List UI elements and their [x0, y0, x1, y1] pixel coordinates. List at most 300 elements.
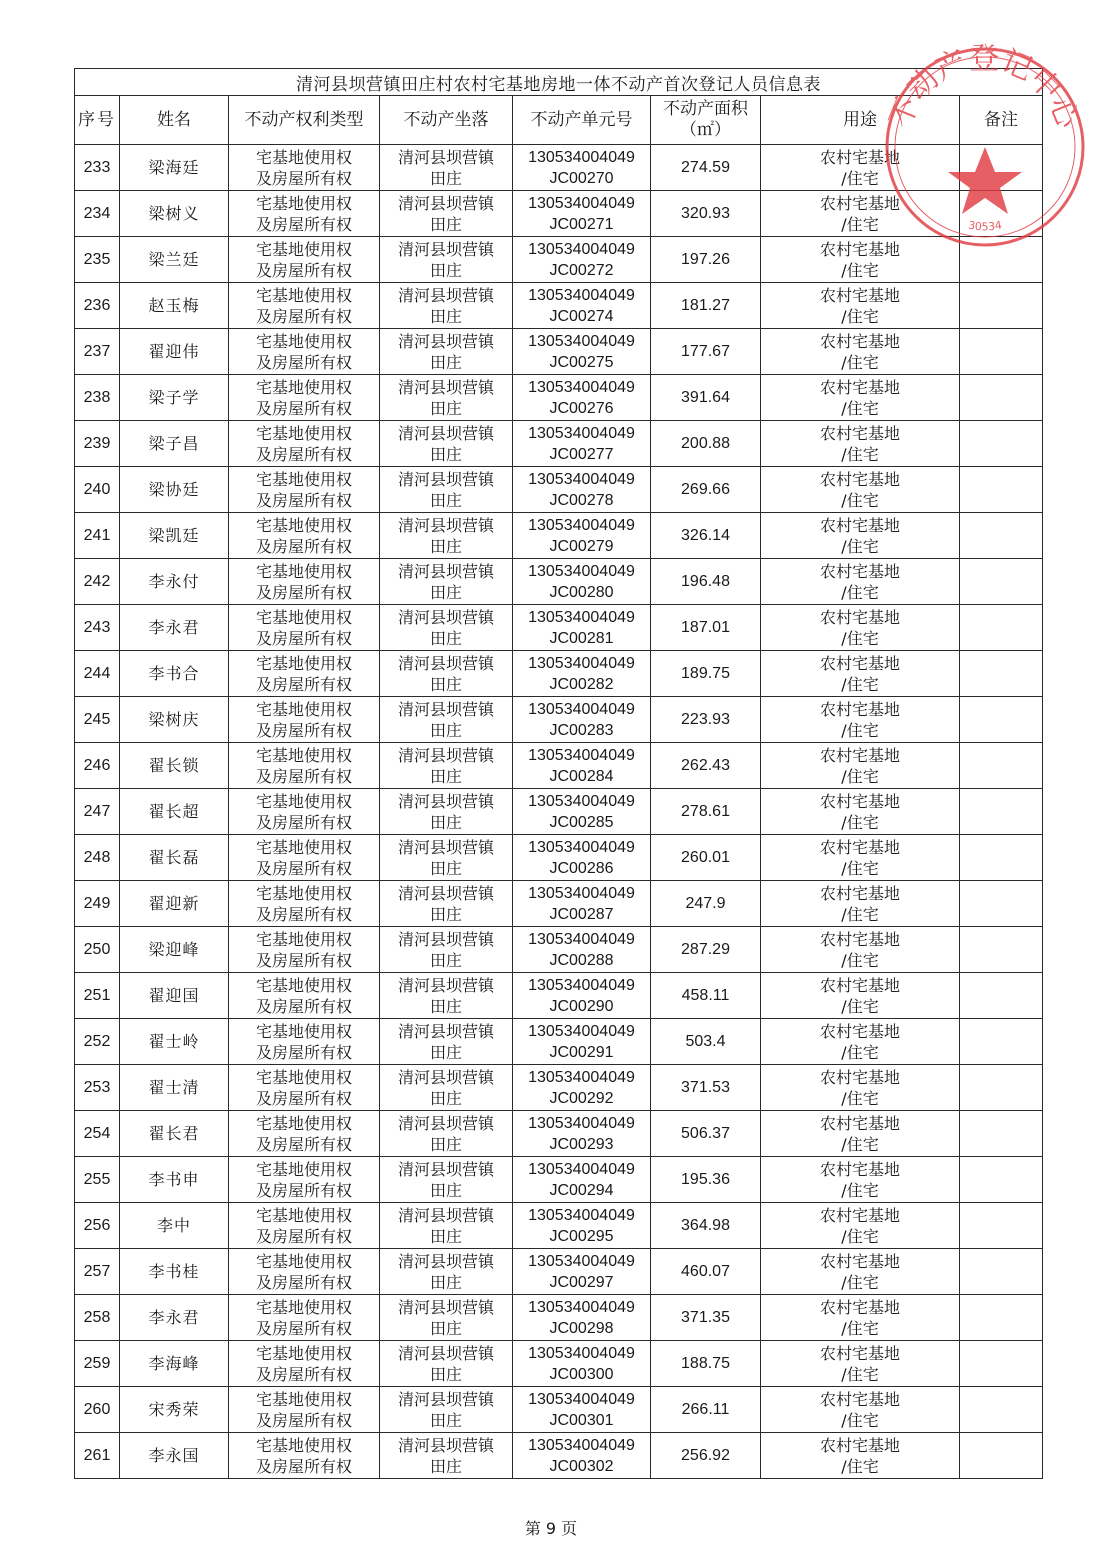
- table-row: [75, 1019, 1043, 1065]
- note-cell: [960, 743, 1043, 789]
- unit-no-cell-line: 130534004049: [528, 194, 635, 212]
- usage-cell-line: 农村宅基地: [819, 1343, 900, 1363]
- unit-no-cell-line: JC00276: [549, 399, 614, 417]
- unit-no-cell-line: 130534004049: [528, 1436, 635, 1454]
- area-cell: 458.11: [651, 973, 761, 1019]
- note-cell: [960, 1387, 1043, 1433]
- usage-cell: [761, 881, 960, 927]
- note-cell: [960, 1111, 1043, 1157]
- right-type-cell: [229, 375, 380, 421]
- unit-no-cell: [513, 329, 651, 375]
- table-row: [75, 1433, 1043, 1479]
- location-cell-line: 田庄: [429, 490, 462, 510]
- usage-cell-line: /住宅: [841, 1042, 879, 1062]
- table-row: [75, 1157, 1043, 1203]
- usage-cell-line: /住宅: [841, 1088, 879, 1108]
- usage-cell-line: /住宅: [841, 1226, 879, 1246]
- right-type-cell-line: 宅基地使用权: [255, 147, 352, 167]
- location-cell-line: 清河县坝营镇: [397, 515, 494, 535]
- usage-cell-line: 农村宅基地: [819, 745, 900, 765]
- location-cell: [380, 835, 513, 881]
- name-cell: 李中: [120, 1203, 229, 1249]
- unit-no-cell-line: 130534004049: [528, 884, 635, 902]
- right-type-cell-line: 及房屋所有权: [255, 582, 352, 602]
- usage-cell: [761, 191, 960, 237]
- usage-cell: [761, 145, 960, 191]
- name-cell: 翟长锁: [120, 743, 229, 789]
- location-cell-line: 清河县坝营镇: [397, 377, 494, 397]
- unit-no-cell-line: 130534004049: [528, 1206, 635, 1224]
- right-type-cell-line: 及房屋所有权: [255, 1134, 352, 1154]
- location-cell: [380, 467, 513, 513]
- location-cell-line: 清河县坝营镇: [397, 331, 494, 351]
- unit-no-cell: [513, 789, 651, 835]
- seq-cell: 254: [75, 1111, 120, 1157]
- location-cell-line: 清河县坝营镇: [397, 1067, 494, 1087]
- note-cell: [960, 421, 1043, 467]
- seq-cell: 257: [75, 1249, 120, 1295]
- right-type-cell: [229, 559, 380, 605]
- unit-no-cell-line: JC00279: [549, 537, 614, 555]
- name-cell: 李海峰: [120, 1341, 229, 1387]
- header-row: [75, 96, 1043, 145]
- location-cell: [380, 1065, 513, 1111]
- location-cell-line: 清河县坝营镇: [397, 1297, 494, 1317]
- right-type-cell: [229, 1295, 380, 1341]
- name-cell: 翟士岭: [120, 1019, 229, 1065]
- right-type-cell-line: 宅基地使用权: [255, 1435, 352, 1455]
- area-cell: 506.37: [651, 1111, 761, 1157]
- usage-cell: [761, 559, 960, 605]
- usage-cell: [761, 329, 960, 375]
- right-type-cell-line: 宅基地使用权: [255, 469, 352, 489]
- right-type-cell-line: 宅基地使用权: [255, 1067, 352, 1087]
- location-cell: [380, 881, 513, 927]
- seq-cell: 241: [75, 513, 120, 559]
- usage-cell-line: /住宅: [841, 536, 879, 556]
- name-cell: 李书桂: [120, 1249, 229, 1295]
- note-cell: [960, 789, 1043, 835]
- header-right-type: 不动产权利类型: [229, 96, 380, 145]
- seq-cell: 258: [75, 1295, 120, 1341]
- area-cell: 197.26: [651, 237, 761, 283]
- name-cell: 梁树庆: [120, 697, 229, 743]
- name-cell: 梁海廷: [120, 145, 229, 191]
- right-type-cell-line: 及房屋所有权: [255, 1410, 352, 1430]
- seq-cell: 238: [75, 375, 120, 421]
- area-cell: 278.61: [651, 789, 761, 835]
- right-type-cell-line: 及房屋所有权: [255, 1318, 352, 1338]
- note-cell: [960, 1341, 1043, 1387]
- name-cell: 梁子学: [120, 375, 229, 421]
- seq-cell: 252: [75, 1019, 120, 1065]
- right-type-cell-line: 及房屋所有权: [255, 214, 352, 234]
- unit-no-cell-line: 130534004049: [528, 838, 635, 856]
- location-cell-line: 田庄: [429, 1088, 462, 1108]
- usage-cell: [761, 513, 960, 559]
- usage-cell-line: /住宅: [841, 812, 879, 832]
- unit-no-cell-line: 130534004049: [528, 1160, 635, 1178]
- location-cell: [380, 329, 513, 375]
- right-type-cell: [229, 697, 380, 743]
- table-row: [75, 559, 1043, 605]
- usage-cell-line: /住宅: [841, 260, 879, 280]
- note-cell: [960, 697, 1043, 743]
- name-cell: 宋秀荣: [120, 1387, 229, 1433]
- area-cell: 189.75: [651, 651, 761, 697]
- seq-cell: 239: [75, 421, 120, 467]
- usage-cell: [761, 835, 960, 881]
- right-type-cell-line: 及房屋所有权: [255, 812, 352, 832]
- unit-no-cell: [513, 145, 651, 191]
- usage-cell-line: 农村宅基地: [819, 561, 900, 581]
- usage-cell: [761, 1295, 960, 1341]
- unit-no-cell-line: JC00278: [549, 491, 614, 509]
- right-type-cell-line: 宅基地使用权: [255, 883, 352, 903]
- right-type-cell-line: 宅基地使用权: [255, 423, 352, 443]
- usage-cell-line: /住宅: [841, 996, 879, 1016]
- table-row: [75, 1387, 1043, 1433]
- location-cell: [380, 1019, 513, 1065]
- seq-cell: 256: [75, 1203, 120, 1249]
- location-cell-line: 田庄: [429, 950, 462, 970]
- usage-cell: [761, 1433, 960, 1479]
- location-cell-line: 田庄: [429, 214, 462, 234]
- location-cell: [380, 283, 513, 329]
- area-cell: 177.67: [651, 329, 761, 375]
- name-cell: 李永国: [120, 1433, 229, 1479]
- right-type-cell-line: 宅基地使用权: [255, 745, 352, 765]
- unit-no-cell-line: JC00288: [549, 951, 614, 969]
- area-cell: 266.11: [651, 1387, 761, 1433]
- seq-cell: 246: [75, 743, 120, 789]
- right-type-cell: [229, 927, 380, 973]
- unit-no-cell-line: JC00272: [549, 261, 614, 279]
- name-cell: 李书申: [120, 1157, 229, 1203]
- table-row: [75, 1203, 1043, 1249]
- right-type-cell-line: 及房屋所有权: [255, 1456, 352, 1476]
- location-cell-line: 清河县坝营镇: [397, 929, 494, 949]
- usage-cell-line: /住宅: [841, 950, 879, 970]
- unit-no-cell-line: 130534004049: [528, 424, 635, 442]
- unit-no-cell: [513, 927, 651, 973]
- seq-cell: 243: [75, 605, 120, 651]
- right-type-cell: [229, 1433, 380, 1479]
- usage-cell-line: /住宅: [841, 352, 879, 372]
- right-type-cell: [229, 1387, 380, 1433]
- right-type-cell-line: 及房屋所有权: [255, 168, 352, 188]
- name-cell: 翟迎新: [120, 881, 229, 927]
- header-note: 备注: [960, 96, 1043, 145]
- area-cell: 460.07: [651, 1249, 761, 1295]
- location-cell-line: 清河县坝营镇: [397, 1343, 494, 1363]
- unit-no-cell-line: 130534004049: [528, 562, 635, 580]
- unit-no-cell: [513, 513, 651, 559]
- right-type-cell-line: 及房屋所有权: [255, 306, 352, 326]
- note-cell: [960, 973, 1043, 1019]
- right-type-cell: [229, 605, 380, 651]
- unit-no-cell-line: 130534004049: [528, 286, 635, 304]
- location-cell-line: 清河县坝营镇: [397, 1113, 494, 1133]
- unit-no-cell-line: 130534004049: [528, 930, 635, 948]
- area-cell: 320.93: [651, 191, 761, 237]
- unit-no-cell: [513, 1065, 651, 1111]
- right-type-cell: [229, 513, 380, 559]
- right-type-cell-line: 及房屋所有权: [255, 1272, 352, 1292]
- unit-no-cell-line: 130534004049: [528, 1252, 635, 1270]
- usage-cell-line: /住宅: [841, 1364, 879, 1384]
- header-seq: 序号: [75, 96, 120, 145]
- unit-no-cell: [513, 697, 651, 743]
- unit-no-cell-line: JC00297: [549, 1273, 614, 1291]
- unit-no-cell-line: 130534004049: [528, 608, 635, 626]
- seq-cell: 233: [75, 145, 120, 191]
- right-type-cell-line: 及房屋所有权: [255, 398, 352, 418]
- location-cell: [380, 651, 513, 697]
- location-cell: [380, 789, 513, 835]
- area-cell: 187.01: [651, 605, 761, 651]
- unit-no-cell-line: JC00302: [549, 1457, 614, 1475]
- usage-cell-line: 农村宅基地: [819, 331, 900, 351]
- location-cell-line: 清河县坝营镇: [397, 1021, 494, 1041]
- header-location: 不动产坐落: [380, 96, 513, 145]
- location-cell: [380, 421, 513, 467]
- unit-no-cell: [513, 1341, 651, 1387]
- right-type-cell-line: 宅基地使用权: [255, 1297, 352, 1317]
- header-unit-no: 不动产单元号: [513, 96, 651, 145]
- table-row: [75, 467, 1043, 513]
- usage-cell-line: /住宅: [841, 214, 879, 234]
- name-cell: 翟迎伟: [120, 329, 229, 375]
- right-type-cell: [229, 145, 380, 191]
- location-cell-line: 田庄: [429, 1318, 462, 1338]
- unit-no-cell: [513, 973, 651, 1019]
- unit-no-cell-line: 130534004049: [528, 700, 635, 718]
- header-name: 姓名: [120, 96, 229, 145]
- usage-cell: [761, 421, 960, 467]
- unit-no-cell-line: 130534004049: [528, 148, 635, 166]
- area-cell: 274.59: [651, 145, 761, 191]
- seq-cell: 251: [75, 973, 120, 1019]
- area-cell: 371.35: [651, 1295, 761, 1341]
- unit-no-cell-line: JC00284: [549, 767, 614, 785]
- usage-cell-line: /住宅: [841, 1134, 879, 1154]
- usage-cell: [761, 1387, 960, 1433]
- usage-cell-line: /住宅: [841, 858, 879, 878]
- name-cell: 李永付: [120, 559, 229, 605]
- location-cell-line: 清河县坝营镇: [397, 1251, 494, 1271]
- location-cell-line: 清河县坝营镇: [397, 699, 494, 719]
- unit-no-cell: [513, 375, 651, 421]
- usage-cell: [761, 1019, 960, 1065]
- area-cell: 391.64: [651, 375, 761, 421]
- name-cell: 梁兰廷: [120, 237, 229, 283]
- usage-cell: [761, 973, 960, 1019]
- area-cell: 364.98: [651, 1203, 761, 1249]
- usage-cell-line: /住宅: [841, 628, 879, 648]
- table-row: [75, 283, 1043, 329]
- location-cell-line: 清河县坝营镇: [397, 883, 494, 903]
- right-type-cell-line: 宅基地使用权: [255, 699, 352, 719]
- location-cell-line: 田庄: [429, 1180, 462, 1200]
- seq-cell: 247: [75, 789, 120, 835]
- unit-no-cell-line: 130534004049: [528, 240, 635, 258]
- unit-no-cell: [513, 1295, 651, 1341]
- usage-cell-line: 农村宅基地: [819, 377, 900, 397]
- unit-no-cell-line: 130534004049: [528, 792, 635, 810]
- unit-no-cell-line: JC00277: [549, 445, 614, 463]
- location-cell: [380, 1203, 513, 1249]
- unit-no-cell-line: JC00292: [549, 1089, 614, 1107]
- unit-no-cell: [513, 191, 651, 237]
- note-cell: [960, 329, 1043, 375]
- unit-no-cell: [513, 651, 651, 697]
- location-cell: [380, 375, 513, 421]
- location-cell-line: 田庄: [429, 812, 462, 832]
- location-cell: [380, 1387, 513, 1433]
- table-row: [75, 605, 1043, 651]
- note-cell: [960, 1295, 1043, 1341]
- unit-no-cell-line: 130534004049: [528, 378, 635, 396]
- unit-no-cell-line: JC00282: [549, 675, 614, 693]
- table-row: [75, 973, 1043, 1019]
- area-cell: 195.36: [651, 1157, 761, 1203]
- right-type-cell-line: 宅基地使用权: [255, 1159, 352, 1179]
- table-row: [75, 697, 1043, 743]
- usage-cell-line: 农村宅基地: [819, 1205, 900, 1225]
- table-row: [75, 789, 1043, 835]
- location-cell-line: 田庄: [429, 674, 462, 694]
- right-type-cell-line: 宅基地使用权: [255, 1021, 352, 1041]
- note-cell: [960, 835, 1043, 881]
- table-row: [75, 881, 1043, 927]
- right-type-cell: [229, 1065, 380, 1111]
- location-cell-line: 清河县坝营镇: [397, 607, 494, 627]
- usage-cell-line: 农村宅基地: [819, 239, 900, 259]
- right-type-cell-line: 宅基地使用权: [255, 653, 352, 673]
- usage-cell-line: 农村宅基地: [819, 147, 900, 167]
- seq-cell: 260: [75, 1387, 120, 1433]
- note-cell: [960, 1065, 1043, 1111]
- right-type-cell-line: 宅基地使用权: [255, 193, 352, 213]
- header-area: 不动产面积（㎡）: [651, 96, 761, 145]
- seq-cell: 234: [75, 191, 120, 237]
- location-cell: [380, 927, 513, 973]
- right-type-cell: [229, 835, 380, 881]
- table-row: [75, 513, 1043, 559]
- location-cell: [380, 513, 513, 559]
- table-title: 清河县坝营镇田庄村农村宅基地房地一体不动产首次登记人员信息表: [75, 69, 1043, 96]
- unit-no-cell: [513, 559, 651, 605]
- usage-cell: [761, 605, 960, 651]
- right-type-cell-line: 及房屋所有权: [255, 536, 352, 556]
- right-type-cell-line: 宅基地使用权: [255, 239, 352, 259]
- right-type-cell-line: 宅基地使用权: [255, 285, 352, 305]
- unit-no-cell-line: JC00290: [549, 997, 614, 1015]
- table-body: [75, 145, 1043, 1479]
- location-cell-line: 清河县坝营镇: [397, 791, 494, 811]
- location-cell: [380, 1295, 513, 1341]
- seq-cell: 240: [75, 467, 120, 513]
- right-type-cell: [229, 467, 380, 513]
- usage-cell: [761, 1157, 960, 1203]
- usage-cell-line: /住宅: [841, 674, 879, 694]
- usage-cell: [761, 467, 960, 513]
- right-type-cell: [229, 1111, 380, 1157]
- unit-no-cell-line: 130534004049: [528, 516, 635, 534]
- table-row: [75, 835, 1043, 881]
- right-type-cell-line: 宅基地使用权: [255, 331, 352, 351]
- usage-cell: [761, 1203, 960, 1249]
- unit-no-cell-line: JC00274: [549, 307, 614, 325]
- unit-no-cell: [513, 1157, 651, 1203]
- usage-cell-line: 农村宅基地: [819, 285, 900, 305]
- right-type-cell: [229, 789, 380, 835]
- location-cell-line: 田庄: [429, 306, 462, 326]
- unit-no-cell-line: 130534004049: [528, 470, 635, 488]
- usage-cell-line: 农村宅基地: [819, 1389, 900, 1409]
- unit-no-cell: [513, 1387, 651, 1433]
- location-cell-line: 清河县坝营镇: [397, 837, 494, 857]
- table-row: [75, 1249, 1043, 1295]
- unit-no-cell-line: JC00286: [549, 859, 614, 877]
- right-type-cell: [229, 1157, 380, 1203]
- unit-no-cell: [513, 1111, 651, 1157]
- area-cell: 287.29: [651, 927, 761, 973]
- usage-cell-line: /住宅: [841, 1180, 879, 1200]
- unit-no-cell-line: JC00293: [549, 1135, 614, 1153]
- location-cell-line: 田庄: [429, 996, 462, 1016]
- usage-cell-line: 农村宅基地: [819, 1159, 900, 1179]
- unit-no-cell-line: JC00285: [549, 813, 614, 831]
- usage-cell-line: 农村宅基地: [819, 1113, 900, 1133]
- location-cell-line: 田庄: [429, 1134, 462, 1154]
- right-type-cell-line: 及房屋所有权: [255, 950, 352, 970]
- right-type-cell-line: 宅基地使用权: [255, 607, 352, 627]
- usage-cell: [761, 1341, 960, 1387]
- usage-cell-line: /住宅: [841, 398, 879, 418]
- note-cell: [960, 283, 1043, 329]
- name-cell: 梁树义: [120, 191, 229, 237]
- seq-cell: 255: [75, 1157, 120, 1203]
- location-cell: [380, 145, 513, 191]
- right-type-cell: [229, 191, 380, 237]
- location-cell-line: 清河县坝营镇: [397, 423, 494, 443]
- usage-cell: [761, 1111, 960, 1157]
- seq-cell: 235: [75, 237, 120, 283]
- right-type-cell: [229, 1249, 380, 1295]
- table-row: [75, 1295, 1043, 1341]
- right-type-cell: [229, 651, 380, 697]
- usage-cell-line: 农村宅基地: [819, 1435, 900, 1455]
- note-cell: [960, 1019, 1043, 1065]
- name-cell: 李永君: [120, 605, 229, 651]
- location-cell-line: 田庄: [429, 1364, 462, 1384]
- right-type-cell-line: 及房屋所有权: [255, 858, 352, 878]
- unit-no-cell: [513, 835, 651, 881]
- right-type-cell-line: 及房屋所有权: [255, 352, 352, 372]
- area-cell: 260.01: [651, 835, 761, 881]
- table-row: [75, 375, 1043, 421]
- area-cell: 200.88: [651, 421, 761, 467]
- usage-cell-line: 农村宅基地: [819, 699, 900, 719]
- usage-cell-line: /住宅: [841, 904, 879, 924]
- usage-cell: [761, 651, 960, 697]
- location-cell-line: 田庄: [429, 168, 462, 188]
- note-cell: [960, 1249, 1043, 1295]
- note-cell: [960, 1433, 1043, 1479]
- location-cell-line: 清河县坝营镇: [397, 745, 494, 765]
